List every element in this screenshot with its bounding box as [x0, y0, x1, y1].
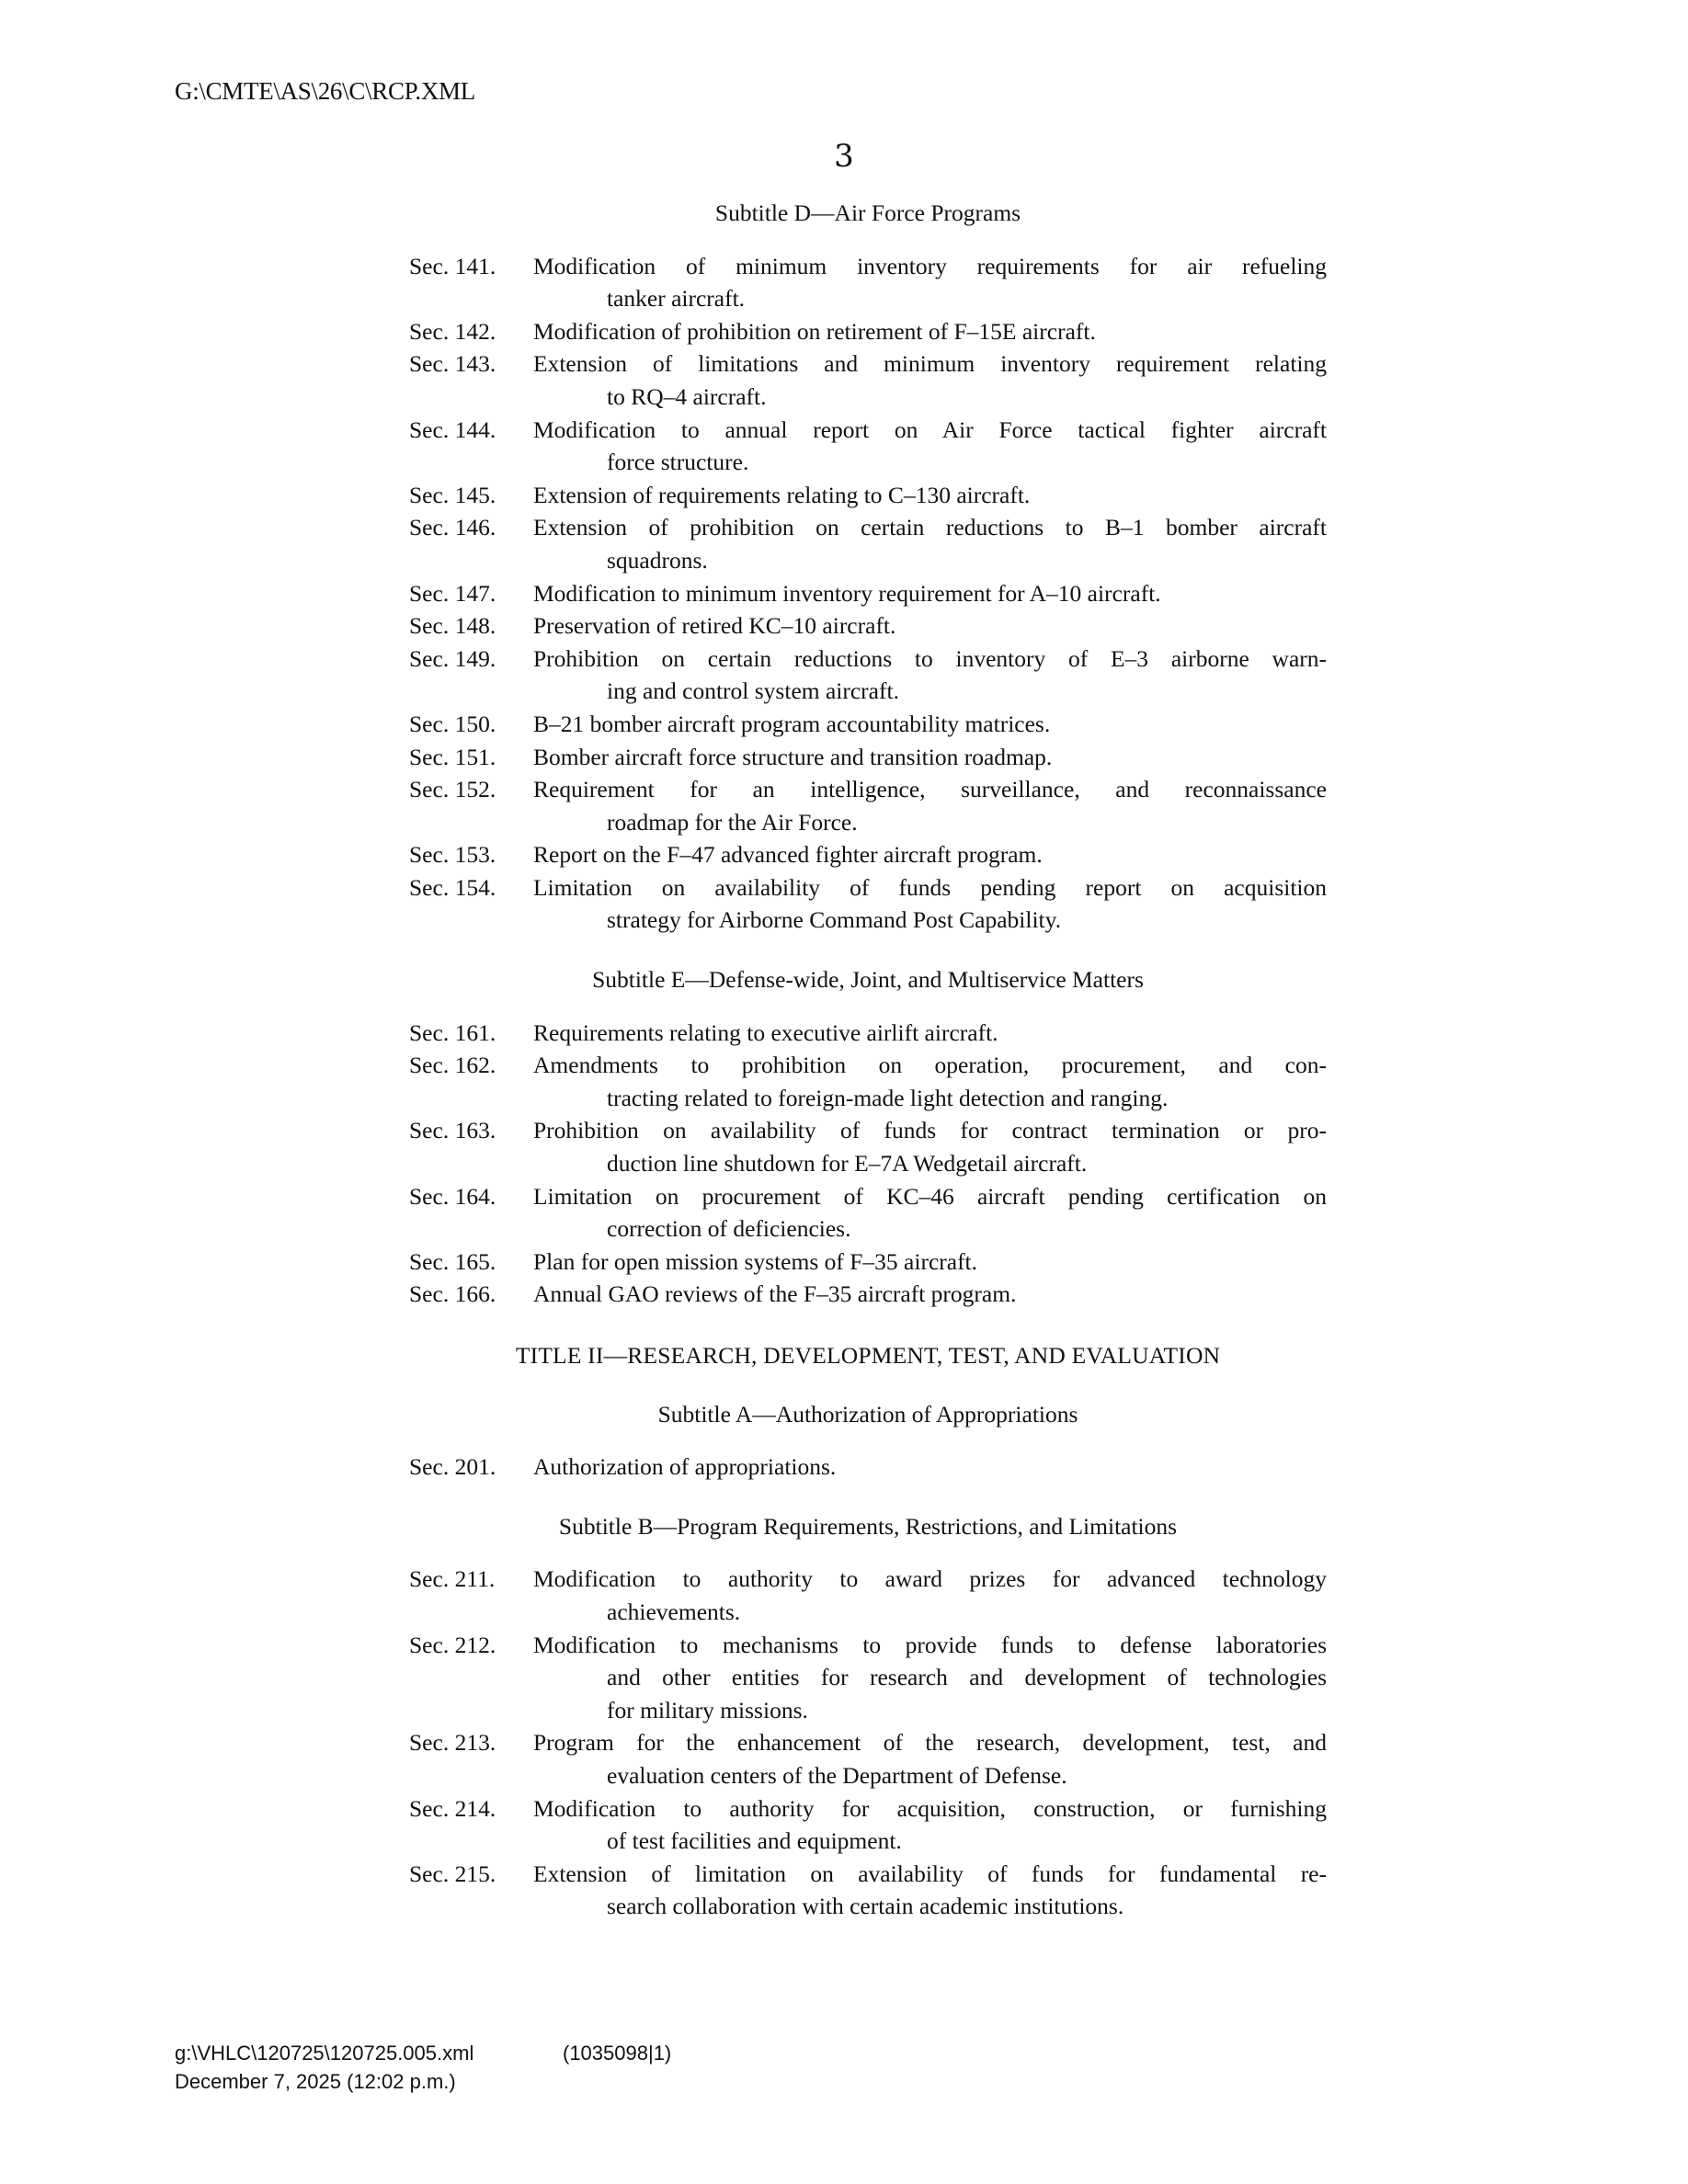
- section-number: Sec. 164.: [409, 1182, 496, 1210]
- section-title-continuation: correction of deficiencies.: [607, 1215, 851, 1243]
- section-title-line: Prohibition on certain reductions to inventory of E–3 airborne warn-: [533, 644, 1327, 672]
- section-title-line: Amendments to prohibition on operation, procurement, and con-: [533, 1052, 1327, 1079]
- section-title-line: B–21 bomber aircraft program accountability matrices.: [533, 710, 1051, 737]
- section-title: [533, 1563, 1327, 1628]
- document-file-path: G:\CMTE\AS\26\C\RCP.XML: [175, 77, 475, 105]
- section-number: Sec. 201.: [409, 1453, 496, 1481]
- section-title: [533, 479, 1327, 512]
- toc-entry[interactable]: [409, 609, 1327, 643]
- section-title: [533, 577, 1327, 610]
- section-number: Sec. 146.: [409, 514, 496, 541]
- footer-timestamp: December 7, 2025 (12:02 p.m.): [175, 2070, 456, 2093]
- table-of-contents: [409, 197, 1327, 1923]
- toc-entry[interactable]: [409, 1049, 1327, 1114]
- section-title-continuation: strategy for Airborne Command Post Capability.: [607, 906, 1062, 934]
- toc-entry[interactable]: [409, 414, 1327, 479]
- section-title-line: Program for the enhancement of the research, development, test, and: [533, 1729, 1327, 1757]
- section-title: [533, 315, 1327, 348]
- toc-entry[interactable]: [409, 511, 1327, 576]
- footer-file-path: g:\VHLC\120725\120725.005.xml: [175, 2042, 474, 2065]
- toc-entry[interactable]: [409, 1450, 1327, 1484]
- toc-entry[interactable]: [409, 1726, 1327, 1792]
- section-title-line: Extension of limitations and minimum inventory requirement relating: [533, 350, 1327, 378]
- section-title-line: Modification to annual report on Air Force tactical fighter aircraft: [533, 415, 1327, 443]
- section-title-continuation: duction line shutdown for E–7A Wedgetail aircraft.: [607, 1150, 1088, 1177]
- toc-entry[interactable]: [409, 479, 1327, 512]
- section-title-line: Modification of prohibition on retirement of F–15E aircraft.: [533, 317, 1096, 345]
- section-title-line: Requirement for an intelligence, surveillance, and reconnaissance: [533, 776, 1327, 803]
- section-title: [533, 708, 1327, 741]
- section-number: Sec. 212.: [409, 1631, 496, 1658]
- section-title-continuation: tanker aircraft.: [607, 285, 746, 313]
- section-title-continuation: roadmap for the Air Force.: [607, 808, 858, 836]
- section-title-line: Requirements relating to executive airlift aircraft.: [533, 1018, 998, 1046]
- section-title-line: Limitation on availability of funds pending report on acquisition: [533, 873, 1327, 901]
- section-title-line: Bomber aircraft force structure and transition roadmap.: [533, 743, 1053, 770]
- section-number: Sec. 147.: [409, 579, 496, 607]
- title-heading: TITLE II—RESEARCH, DEVELOPMENT, TEST, AND EVALUATION: [515, 1342, 1221, 1369]
- section-title-line: Report on the F–47 advanced fighter aircraft program.: [533, 841, 1043, 869]
- toc-entry[interactable]: [409, 773, 1327, 838]
- section-number: Sec. 148.: [409, 612, 496, 640]
- toc-entry[interactable]: [409, 347, 1327, 413]
- section-number: Sec. 163.: [409, 1117, 496, 1144]
- section-number: Sec. 162.: [409, 1052, 496, 1079]
- section-number: Sec. 141.: [409, 252, 496, 279]
- section-title-line: Prohibition on availability of funds for contract termination or pro-: [533, 1117, 1327, 1144]
- section-title: [533, 871, 1327, 937]
- toc-entry[interactable]: [409, 315, 1327, 348]
- section-number: Sec. 153.: [409, 841, 496, 869]
- section-title: [533, 1450, 1327, 1484]
- toc-entry[interactable]: [409, 1278, 1327, 1311]
- section-title-line: Modification to minimum inventory requirement for A–10 aircraft.: [533, 579, 1161, 607]
- section-title: [533, 347, 1327, 413]
- section-title-continuation: search collaboration with certain academic institutions.: [607, 1893, 1124, 1920]
- toc-entry[interactable]: [409, 1792, 1327, 1858]
- section-title-line: Extension of prohibition on certain reductions to B–1 bomber aircraft: [533, 514, 1327, 541]
- toc-entry[interactable]: [409, 1246, 1327, 1279]
- subtitle-heading: Subtitle A—Authorization of Appropriations: [657, 1400, 1078, 1428]
- toc-entry[interactable]: [409, 250, 1327, 315]
- section-title-line: Authorization of appropriations.: [533, 1453, 837, 1481]
- toc-entry[interactable]: [409, 577, 1327, 610]
- section-title: [533, 414, 1327, 479]
- toc-entry[interactable]: [409, 643, 1327, 708]
- section-title-line: Extension of requirements relating to C–130 aircraft.: [533, 481, 1031, 508]
- page-number: [0, 138, 1688, 175]
- section-title: [533, 1726, 1327, 1792]
- section-title: [533, 1858, 1327, 1923]
- section-title-continuation: evaluation centers of the Department of Defense.: [607, 1761, 1067, 1789]
- section-title-continuation: force structure.: [607, 449, 749, 476]
- section-title: [533, 1017, 1327, 1050]
- section-number: Sec. 143.: [409, 350, 496, 378]
- section-title: [533, 741, 1327, 774]
- toc-entry[interactable]: [409, 1858, 1327, 1923]
- footer-job-code: (1035098|1): [563, 2042, 672, 2065]
- toc-entry[interactable]: [409, 1180, 1327, 1246]
- section-title: [533, 838, 1327, 871]
- section-title-continuation: of test facilities and equipment.: [607, 1827, 902, 1855]
- toc-entry[interactable]: [409, 1114, 1327, 1179]
- section-title-continuation: for military missions.: [607, 1696, 808, 1723]
- section-title: [533, 1246, 1327, 1279]
- section-number: Sec. 154.: [409, 873, 496, 901]
- section-title: [533, 609, 1327, 643]
- section-title-continuation: to RQ–4 aircraft.: [607, 382, 767, 410]
- section-number: Sec. 214.: [409, 1794, 496, 1822]
- section-title: [533, 1114, 1327, 1179]
- section-title: [533, 511, 1327, 576]
- subtitle-heading: Subtitle B—Program Requirements, Restrictions, and Limitations: [558, 1512, 1178, 1540]
- section-title: [533, 643, 1327, 708]
- section-title: [533, 1180, 1327, 1246]
- page-footer: [175, 2039, 672, 2096]
- section-number: Sec. 151.: [409, 743, 496, 770]
- section-number: Sec. 144.: [409, 415, 496, 443]
- toc-entry[interactable]: [409, 1563, 1327, 1628]
- section-title-line: Preservation of retired KC–10 aircraft.: [533, 612, 896, 640]
- section-title: [533, 1278, 1327, 1311]
- section-number: Sec. 152.: [409, 776, 496, 803]
- section-title-line: Plan for open mission systems of F–35 aircraft.: [533, 1247, 978, 1275]
- toc-entry[interactable]: [409, 1017, 1327, 1050]
- section-number: Sec. 150.: [409, 710, 496, 737]
- section-title-line: Modification to authority for acquisition, construction, or furnishing: [533, 1794, 1327, 1822]
- section-number: Sec. 149.: [409, 644, 496, 672]
- section-number: Sec. 165.: [409, 1247, 496, 1275]
- section-number: Sec. 211.: [409, 1565, 496, 1593]
- section-number: Sec. 145.: [409, 481, 496, 508]
- section-title-continuation: and other entities for research and development of technologies: [607, 1664, 1327, 1691]
- section-title-continuation: ing and control system aircraft.: [607, 677, 899, 705]
- section-title-line: Annual GAO reviews of the F–35 aircraft program.: [533, 1280, 1017, 1308]
- section-title-line: Modification to authority to award prizes for advanced technology: [533, 1565, 1327, 1593]
- subtitle-heading: Subtitle D—Air Force Programs: [714, 199, 1021, 226]
- section-title-line: Modification of minimum inventory requirements for air refueling: [533, 252, 1327, 279]
- section-title-line: Limitation on procurement of KC–46 aircraft pending certification on: [533, 1182, 1327, 1210]
- section-title-continuation: tracting related to foreign-made light detection and ranging.: [607, 1084, 1169, 1111]
- toc-entry[interactable]: [409, 838, 1327, 871]
- section-number: Sec. 161.: [409, 1018, 496, 1046]
- section-title: [533, 1049, 1327, 1114]
- section-number: Sec. 215.: [409, 1860, 496, 1887]
- page-number-text: 3: [834, 138, 854, 175]
- section-title-line: Extension of limitation on availability of funds for fundamental re-: [533, 1860, 1327, 1887]
- section-number: Sec. 142.: [409, 317, 496, 345]
- toc-entry[interactable]: [409, 1629, 1327, 1727]
- toc-entry[interactable]: [409, 871, 1327, 937]
- toc-entry[interactable]: [409, 741, 1327, 774]
- section-title: [533, 773, 1327, 838]
- section-title-continuation: squadrons.: [607, 546, 708, 574]
- section-title-continuation: achievements.: [607, 1598, 741, 1625]
- subtitle-heading: Subtitle E—Defense-wide, Joint, and Multiservice Matters: [592, 966, 1144, 994]
- section-title: [533, 1629, 1327, 1727]
- section-title: [533, 1792, 1327, 1858]
- section-number: Sec. 213.: [409, 1729, 496, 1757]
- section-title-line: Modification to mechanisms to provide funds to defense laboratories: [533, 1631, 1327, 1658]
- section-number: Sec. 166.: [409, 1280, 496, 1308]
- toc-entry[interactable]: [409, 708, 1327, 741]
- section-title: [533, 250, 1327, 315]
